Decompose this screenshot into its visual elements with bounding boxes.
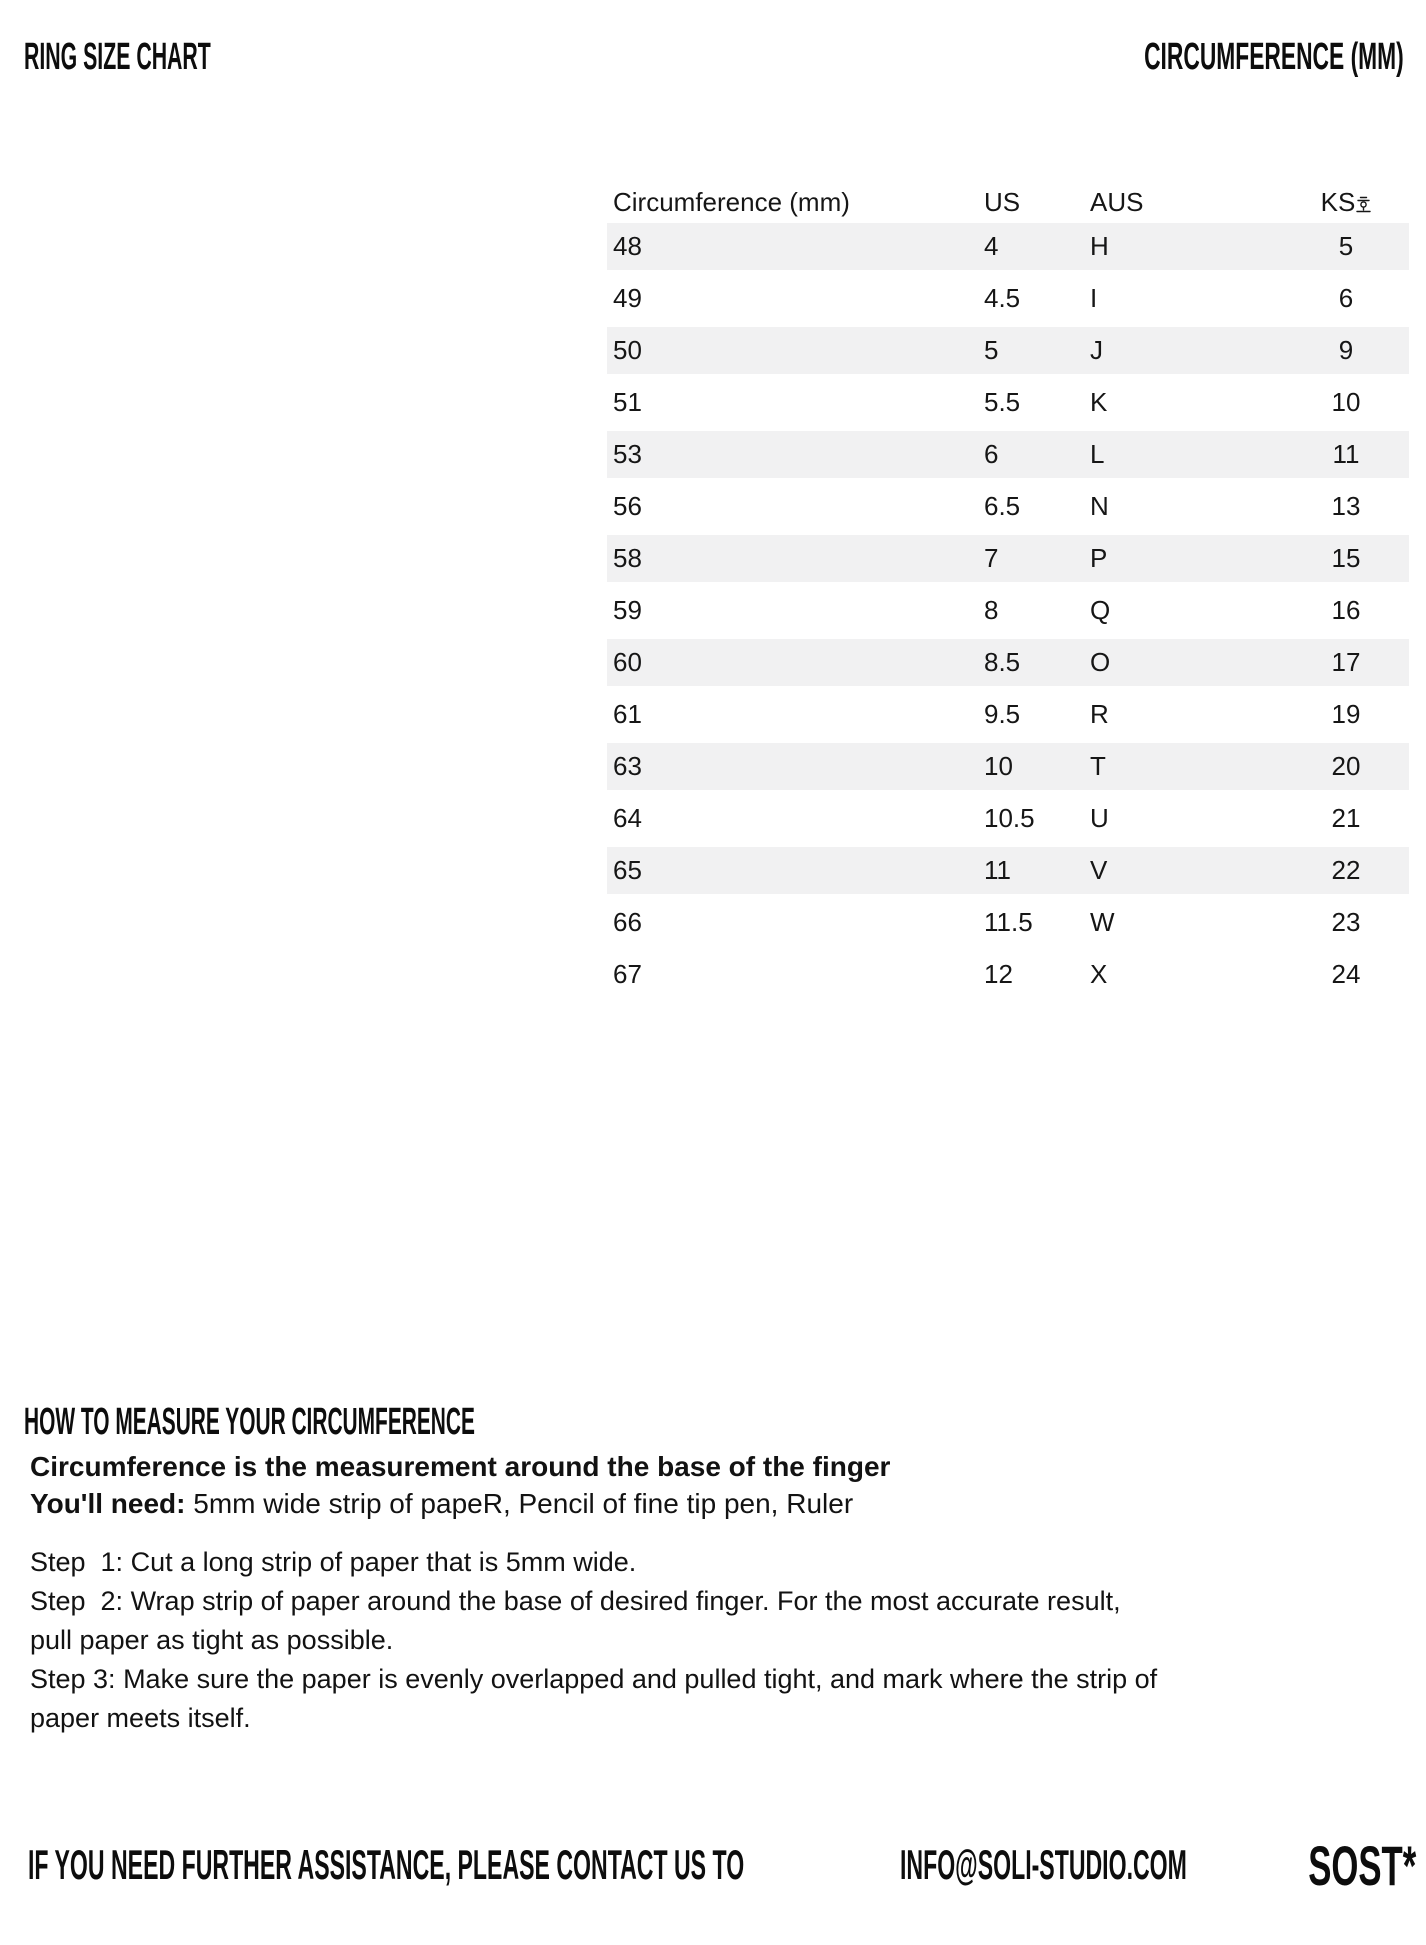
how-to-heading: HOW TO MEASURE YOUR CIRCUMFERENCE: [24, 1401, 475, 1443]
table-row: [607, 535, 1409, 587]
cell-us: 10: [984, 751, 1013, 781]
brand-logo: SOST*: [1307, 1834, 1416, 1897]
cell-us: 8.5: [984, 647, 1021, 677]
cell-aus: X: [1090, 959, 1108, 989]
step-line: Step 3: Make sure the paper is evenly overlapped and pulled tight, and mark where the strip of: [30, 1664, 1158, 1694]
cell-us: 8: [984, 595, 999, 625]
cell-ks: 11: [1332, 439, 1360, 469]
page-title: RING SIZE CHART: [24, 36, 211, 78]
cell-circumference: 59: [613, 595, 642, 625]
cell-ks: 16: [1331, 595, 1361, 625]
cell-circumference: 63: [613, 751, 642, 781]
table-row: [607, 847, 1409, 899]
cell-ks: 23: [1331, 907, 1361, 937]
header-circumference-label: CIRCUMFERENCE (MM): [1144, 36, 1404, 78]
cell-circumference: 65: [613, 855, 642, 885]
cell-circumference: 53: [613, 439, 642, 469]
cell-us: 11: [984, 855, 1011, 885]
cell-circumference: 56: [613, 491, 642, 521]
cell-ks: 20: [1331, 751, 1361, 781]
cell-ks: 9: [1338, 335, 1354, 365]
how-to-intro: [30, 1448, 890, 1522]
cell-aus: K: [1090, 387, 1108, 417]
table-row: [607, 743, 1409, 795]
cell-us: 5.5: [984, 387, 1021, 417]
cell-circumference: 49: [613, 283, 642, 313]
cell-aus: P: [1090, 543, 1108, 573]
cell-aus: N: [1090, 491, 1109, 521]
cell-aus: L: [1090, 439, 1105, 469]
table-row: [607, 275, 1409, 327]
cell-circumference: 48: [613, 231, 642, 261]
table-row: [607, 951, 1409, 1003]
table-row: [607, 223, 1409, 275]
cell-ks: 10: [1331, 387, 1361, 417]
table-row: [607, 379, 1409, 431]
step-line: pull paper as tight as possible.: [30, 1625, 394, 1655]
column-header-aus: AUS: [1090, 187, 1144, 217]
intro-need-line: [30, 1485, 890, 1522]
step-line: paper meets itself.: [30, 1703, 251, 1733]
table-header-row: [607, 182, 1409, 223]
cell-circumference: 61: [613, 699, 642, 729]
step-line: Step 2: Wrap strip of paper around the base of desired finger. For the most accurate result,: [30, 1586, 1121, 1616]
table-row: [607, 483, 1409, 535]
cell-ks: 22: [1331, 855, 1361, 885]
cell-us: 7: [984, 543, 999, 573]
cell-ks: 5: [1338, 231, 1354, 261]
cell-us: 5: [984, 335, 999, 365]
cell-us: 6.5: [984, 491, 1021, 521]
cell-circumference: 58: [613, 543, 642, 573]
cell-circumference: 50: [613, 335, 642, 365]
cell-aus: R: [1090, 699, 1109, 729]
column-header-ks: [1296, 187, 1396, 218]
ring-size-table: [607, 182, 1409, 1003]
ks-label: KS: [1320, 187, 1356, 217]
column-header-circumference: Circumference (mm): [613, 187, 850, 217]
cell-ks: 13: [1331, 491, 1361, 521]
table-row: [607, 431, 1409, 483]
cell-us: 11.5: [984, 907, 1033, 937]
cell-us: 9.5: [984, 699, 1021, 729]
cell-us: 4.5: [984, 283, 1021, 313]
intro-definition-line: Circumference is the measurement around the base of the finger: [30, 1451, 891, 1482]
table-row: [607, 795, 1409, 847]
table-row: [607, 639, 1409, 691]
table-body: [607, 223, 1409, 1003]
cell-aus: Q: [1090, 595, 1111, 625]
cell-aus: W: [1090, 907, 1115, 937]
cell-ks: 6: [1338, 283, 1354, 313]
cell-aus: T: [1090, 751, 1106, 781]
table-row: [607, 691, 1409, 743]
cell-ks: 21: [1331, 803, 1361, 833]
footer-contact-email[interactable]: INFO@SOLI-STUDIO.COM: [900, 1841, 1187, 1888]
cell-aus: J: [1090, 335, 1103, 365]
cell-circumference: 67: [613, 959, 642, 989]
table-row: [607, 587, 1409, 639]
need-items: 5mm wide strip of papeR, Pencil of fine tip pen, Ruler: [185, 1488, 854, 1519]
cell-aus: O: [1090, 647, 1111, 677]
hangul-ho-glyph: [1356, 196, 1371, 213]
cell-aus: V: [1090, 855, 1108, 885]
cell-us: 6: [984, 439, 999, 469]
cell-ks: 15: [1331, 543, 1361, 573]
step-line: Step 1: Cut a long strip of paper that is 5mm wide.: [30, 1547, 637, 1577]
table-row: [607, 327, 1409, 379]
cell-ks: 17: [1331, 647, 1361, 677]
cell-aus: U: [1090, 803, 1109, 833]
cell-us: 12: [984, 959, 1013, 989]
cell-circumference: 66: [613, 907, 642, 937]
cell-circumference: 51: [613, 387, 642, 417]
column-header-us: US: [984, 187, 1021, 217]
cell-aus: H: [1090, 231, 1109, 261]
cell-circumference: 60: [613, 647, 642, 677]
measure-steps: [30, 1543, 1157, 1738]
cell-us: 4: [984, 231, 999, 261]
cell-circumference: 64: [613, 803, 642, 833]
cell-us: 10.5: [984, 803, 1035, 833]
cell-ks: 19: [1331, 699, 1361, 729]
footer-assistance-text: IF YOU NEED FURTHER ASSISTANCE, PLEASE CONTACT US TO: [28, 1841, 745, 1888]
cell-aus: I: [1090, 283, 1098, 313]
table-row: [607, 899, 1409, 951]
cell-ks: 24: [1331, 959, 1361, 989]
need-label: You'll need:: [30, 1488, 186, 1519]
